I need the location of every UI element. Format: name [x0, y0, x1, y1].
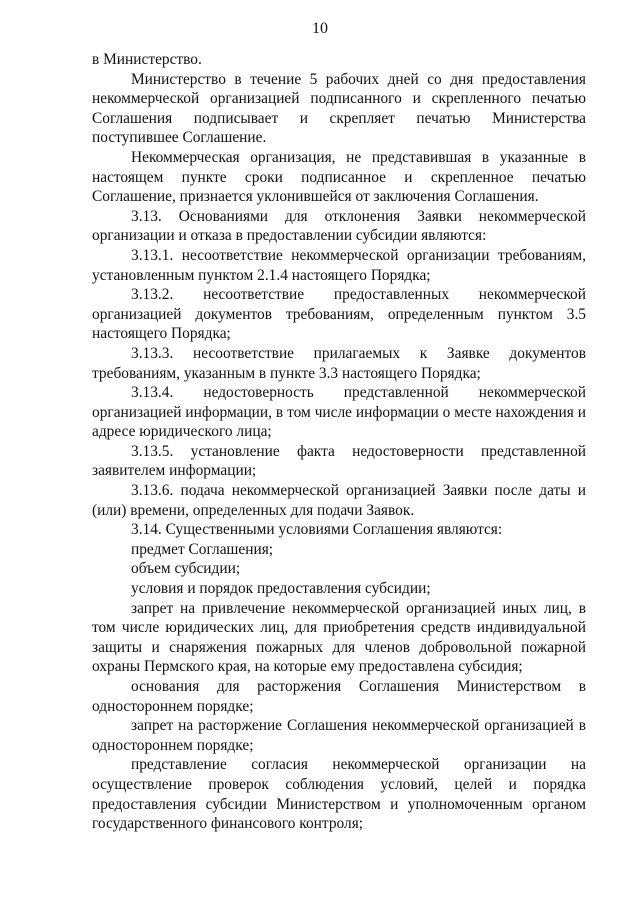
paragraph: 3.13.3. несоответствие прилагаемых к Заявке документов требованиям, указанным в пункте 3.3 настоящего Порядка; [92, 344, 586, 382]
paragraph: 3.13.4. недостоверность представленной некоммерческой организацией информации, в том числе информации о месте нахождения и адресе юридического лица; [92, 384, 586, 441]
document-body [92, 50, 586, 834]
paragraph: 3.13.6. подача некоммерческой организацией Заявки после даты и (или) времени, определенных для подачи Заявок. [92, 482, 586, 519]
page-number: 10 [312, 20, 328, 37]
paragraph: предмет Соглашения; [131, 540, 274, 558]
paragraph: 3.13.1. несоответствие некоммерческой организации требованиям, установленным пунктом 2.1.4 настоящего Порядка; [92, 246, 586, 284]
paragraph: 3.14. Существенными условиями Соглашения являются: [131, 521, 503, 539]
paragraph: запрет на расторжение Соглашения некоммерческой организацией в одностороннем порядке; [92, 717, 586, 754]
paragraph: Министерство в течение 5 рабочих дней со дня предоставления некоммерческой организацией подписанного и скрепленного печатью Соглашения подписывает и скрепляет печатью Министерства поступившее Соглашение. [92, 70, 586, 147]
paragraph: 3.13. Основаниями для отклонения Заявки некоммерческой организации и отказа в предоставлении субсидии являются: [92, 207, 586, 245]
paragraph: представление согласия некоммерческой организации на осуществление проверок соблюдения условий, целей и порядка предоставления субсидии Министерством и уполномоченным органом государственного финансового контроля; [92, 756, 586, 833]
paragraph: в Министерство. [92, 51, 202, 68]
paragraph: запрет на привлечение некоммерческой организацией иных лиц, в том числе юридических лиц, для приобретения средств индивидуальной защиты и снаряжения пожарных для членов добровольной пожарной охраны Пермского края, на которые ему предоставлена субсидия; [92, 599, 586, 676]
paragraph: Некоммерческая организация, не представившая в указанные в настоящем пункте сроки подписанное и скрепленное печатью Соглашение, признается уклонившейся от заключения Соглашения. [92, 148, 586, 206]
paragraph: условия и порядок предоставления субсидии; [131, 580, 431, 598]
paragraph: объем субсидии; [131, 560, 241, 578]
paragraph: основания для расторжения Соглашения Министерством в одностороннем порядке; [92, 678, 586, 715]
paragraph: 3.13.5. установление факта недостоверности представленной заявителем информации; [92, 442, 586, 480]
paragraph: 3.13.2. несоответствие предоставленных некоммерческой организацией документов требованиям, определенным пунктом 3.5 настоящего Порядка; [92, 286, 586, 343]
